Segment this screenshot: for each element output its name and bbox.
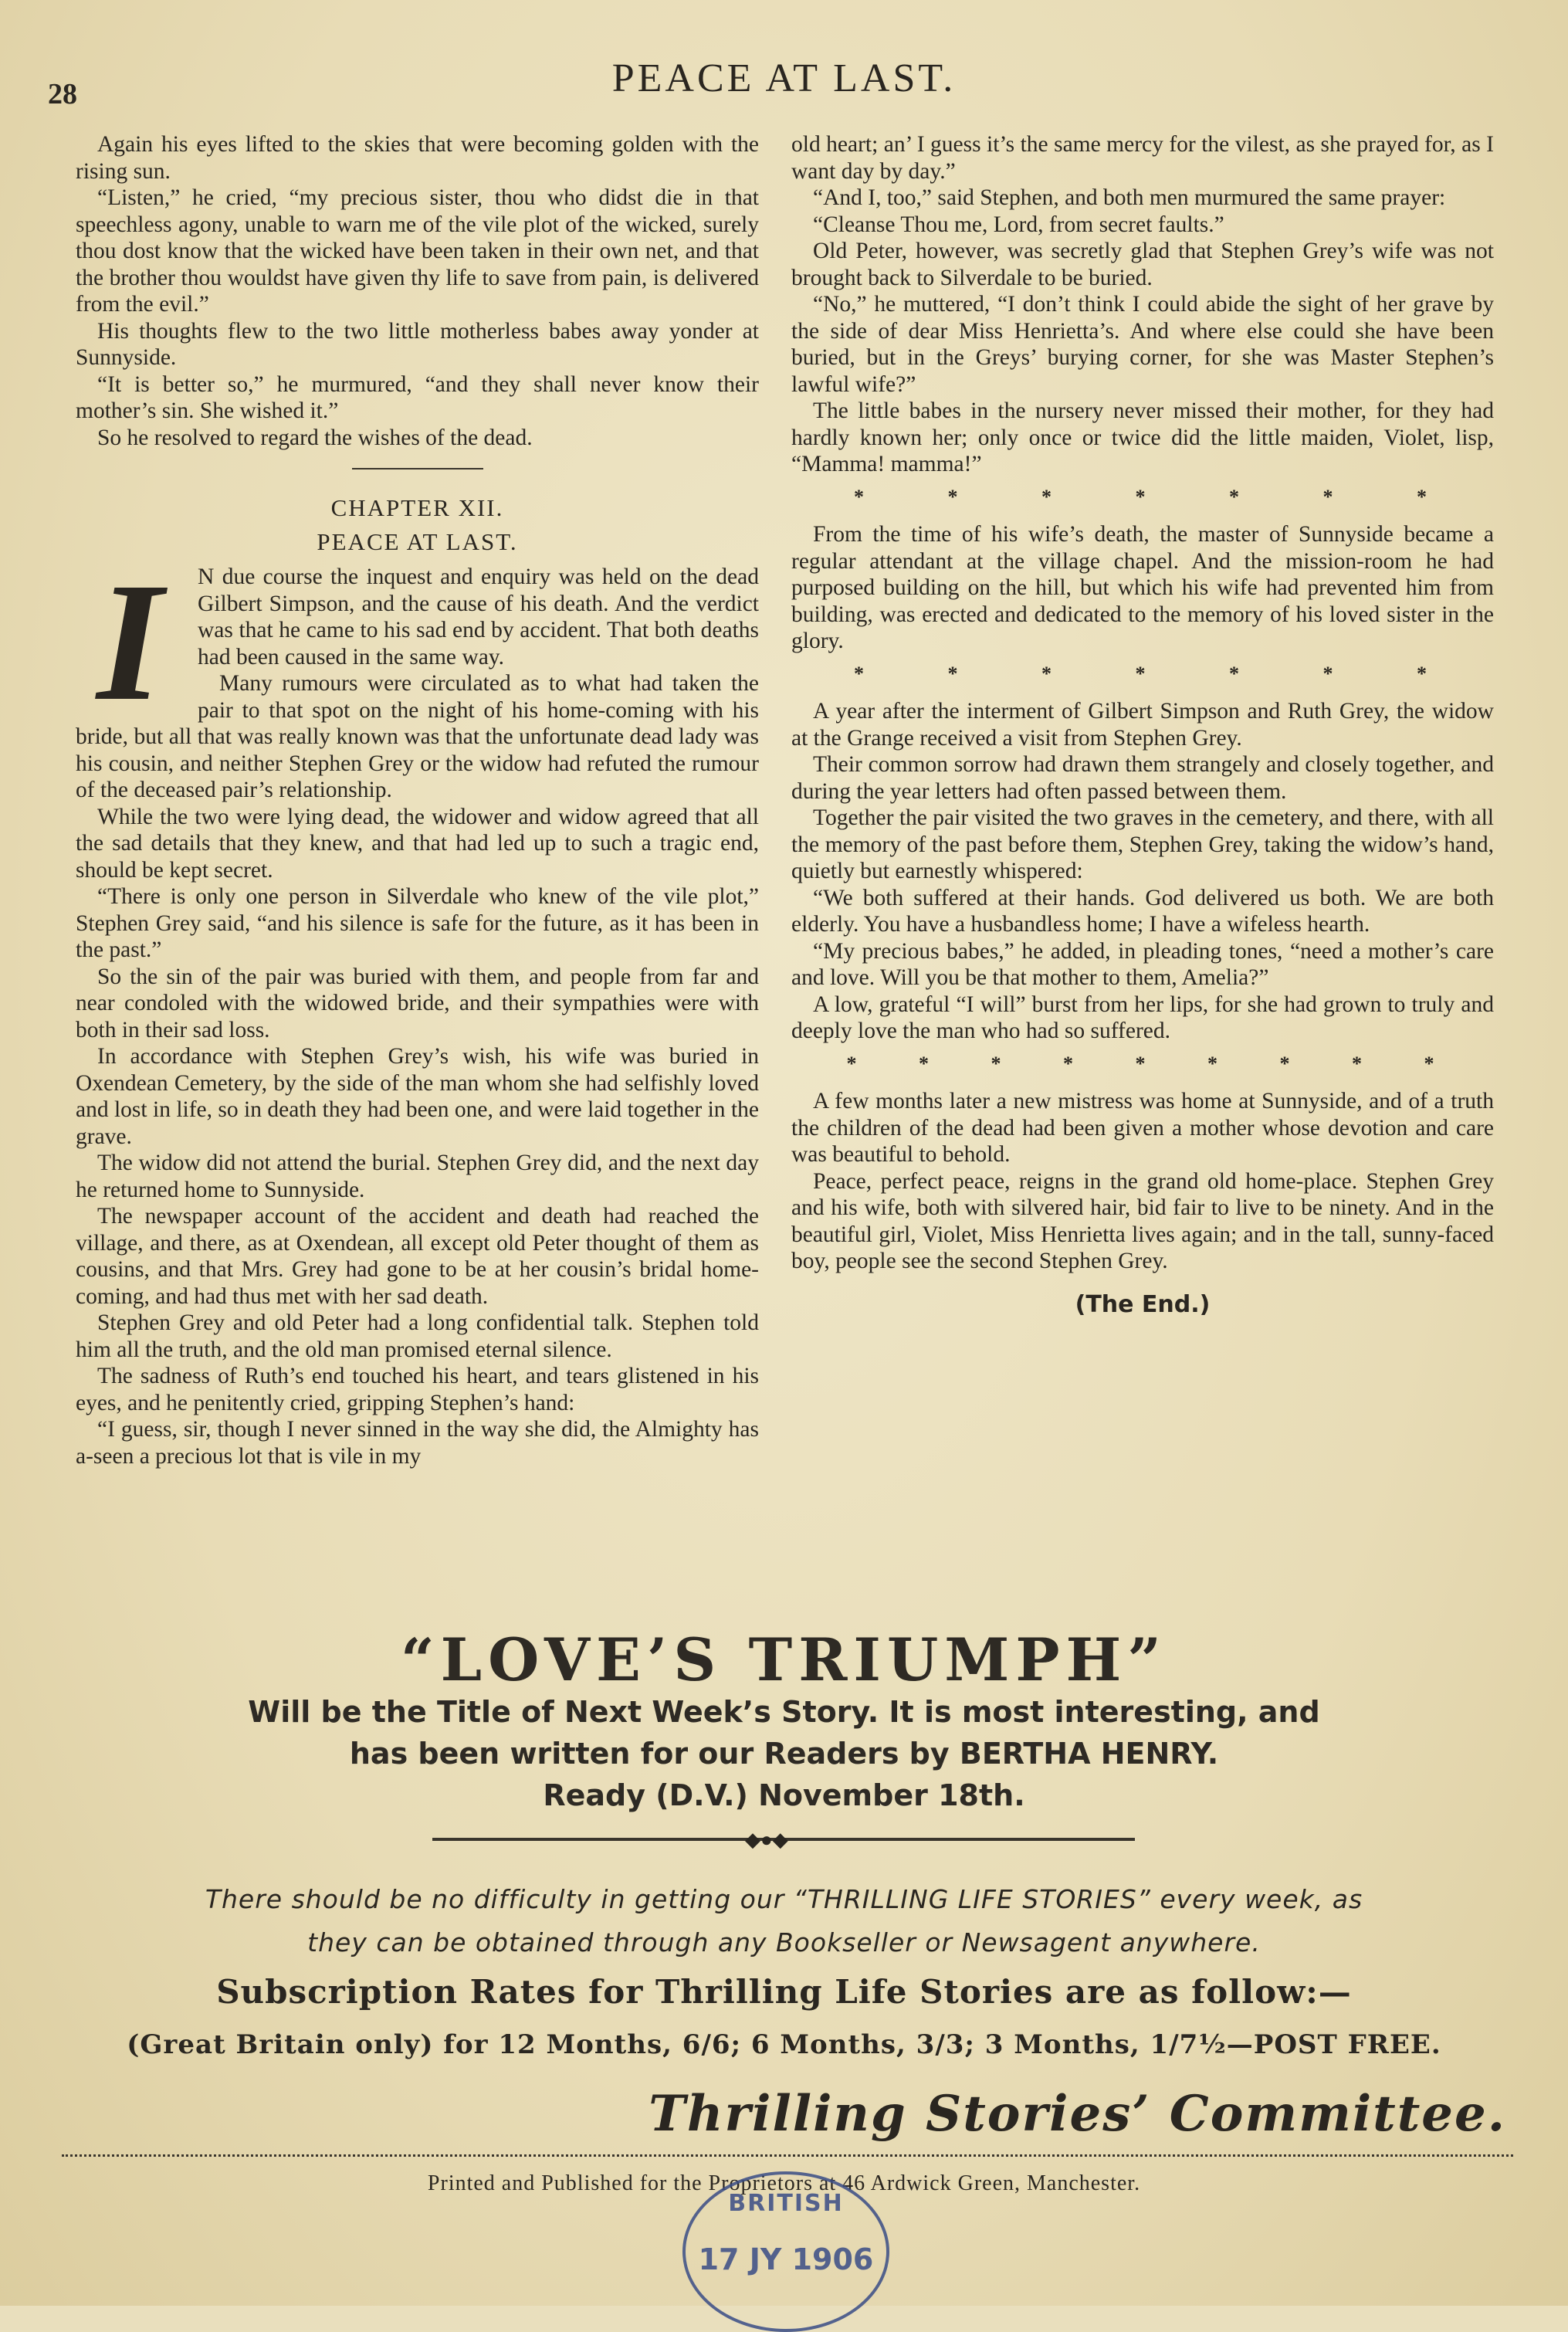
- subscription-heading: Subscription Rates for Thrilling Life Stories are as follow:—: [216, 1973, 1352, 2011]
- next-story-announcement: [0, 1691, 1568, 1816]
- paragraph: The little babes in the nursery never missed their mother, for they had hardly known her; only once or twice did the little maiden, Violet, lisp, “Mamma! mamma!”: [791, 398, 1494, 476]
- footer-rule: [62, 2154, 1513, 2164]
- announcement-line: Ready (D.V.) November 18th.: [543, 1778, 1025, 1812]
- paragraph: Together the pair visited the two graves in the cemetery, and there, with all the memory of the past before them, Stephen Grey, taking the widow’s hand, quietly but earnestly whispered:: [791, 805, 1494, 883]
- paragraph: “And I, too,” said Stephen, and both men murmured the same prayer:: [813, 185, 1446, 210]
- paragraph: Old Peter, however, was secretly glad that Stephen Grey’s wife was not brought back to Silverdale to be buried.: [791, 239, 1494, 290]
- paragraph: Again his eyes lifted to the skies that were becoming golden with the rising sun.: [76, 132, 759, 184]
- notice-line: they can be obtained through any Bookseller or Newsagent anywhere.: [307, 1927, 1261, 1957]
- paragraph: “Listen,” he cried, “my precious sister, thou who didst die in that speechless agony, unable to warn me of the vile plot of the wicked, surely thou dost know that the wicked have been taken in their own net, and that the brother thou wouldst have given thy life to save from pain, is delivered from the evil.”: [76, 185, 759, 317]
- chapter-number: CHAPTER XII.: [330, 494, 504, 521]
- paragraph: Their common sorrow had drawn them strangely and closely together, and during the year letters had often passed between them.: [791, 752, 1494, 804]
- stamp-label: BRITISH: [728, 2190, 844, 2217]
- paragraph: “My precious babes,” he added, in pleading tones, “need a mother’s care and love. Will you be that mother to them, Amelia?”: [791, 938, 1494, 990]
- end-note: (The End.): [1075, 1290, 1211, 1318]
- paragraph: Many rumours were circulated as to what had taken the pair to that spot on the night of his home-coming with his bride, but all that was really known was that the unfortunate dead lady was his cousin, and neither Stephen Grey or the widow had refuted the rumour of the deceased pair’s relationship.: [76, 671, 759, 802]
- paragraph: The newspaper account of the accident and death had reached the village, and there, as at Oxendean, all except old Peter thought of them as cousins, and that Mrs. Grey had gone to be at her cousin’s bridal home-coming, and had thus met with her sad death.: [76, 1204, 759, 1309]
- notice-line: There should be no difficulty in getting our “THRILLING LIFE STORIES” every week, as: [205, 1884, 1363, 1914]
- paragraph: In accordance with Stephen Grey’s wish, his wife was buried in Oxendean Cemetery, by the side of the man whom she had selfishly loved and lost in life, so in death they had been one, and were laid together in the grave.: [76, 1044, 759, 1149]
- paragraph: The sadness of Ruth’s end touched his heart, and tears glistened in his eyes, and he penitently cried, gripping Stephen’s hand:: [76, 1364, 759, 1415]
- paragraph: A year after the interment of Gilbert Simpson and Ruth Grey, the widow at the Grange received a visit from Stephen Grey.: [791, 699, 1494, 751]
- next-story-title: “LOVE’S TRIUMPH”: [400, 1625, 1168, 1694]
- running-title: PEACE AT LAST.: [611, 56, 957, 100]
- left-column: [76, 131, 759, 1469]
- chapter-title: PEACE AT LAST.: [317, 528, 518, 555]
- paragraph: “We both suffered at their hands. God delivered us both. We are both elderly. You have a husbandless home; I have a wifeless hearth.: [791, 885, 1494, 937]
- paragraph: From the time of his wife’s death, the master of Sunnyside became a regular attendant at the village chapel. And the mission-room he had purposed building on the hill, but which his wife had prevented him from building, was erected and dedicated to the memory of his loved sister in the glory.: [791, 522, 1494, 653]
- paragraph: “It is better so,” he murmured, “and they shall never know their mother’s sin. She wished it.”: [76, 371, 759, 423]
- right-column: [791, 131, 1494, 1318]
- announcement-line: has been written for our Readers by BERTHA HENRY.: [349, 1737, 1219, 1771]
- library-stamp: [682, 2171, 889, 2332]
- paragraph: So he resolved to regard the wishes of the dead.: [97, 425, 533, 450]
- section-break-stars: * * * * * * *: [854, 662, 1431, 685]
- paragraph: N due course the inquest and enquiry was held on the dead Gilbert Simpson, and the cause of his death. And the verdict was that he came to his sad end by accident. That both deaths had been caused in the same way.: [198, 564, 759, 669]
- chapter-opening: [76, 547, 759, 804]
- dropcap-letter: I: [97, 547, 163, 736]
- paragraph: “I guess, sir, though I never sinned in the way she did, the Almighty has a-seen a precious lot that is vile in my: [76, 1417, 759, 1469]
- paragraph: While the two were lying dead, the widower and widow agreed that all the sad details that they knew, and that had led up to such a tragic end, should be kept secret.: [76, 804, 759, 883]
- paragraph: A low, grateful “I will” burst from her lips, for she had grown to truly and deeply love the man who had so suffered.: [791, 991, 1494, 1043]
- paragraph: Stephen Grey and old Peter had a long confidential talk. Stephen told him all the truth, and the old man promised eternal silence.: [76, 1310, 759, 1362]
- paragraph: old heart; an’ I guess it’s the same mercy for the vilest, as she prayed for, as I want day by day.”: [791, 132, 1494, 184]
- availability-notice: [0, 1878, 1568, 1964]
- committee-signature: Thrilling Stories’ Committee.: [649, 2085, 1506, 2143]
- paragraph: “No,” he muttered, “I don’t think I could abide the sight of her grave by the side of dear Miss Henrietta’s. And where else could she have been buried, but in the Greys’ burying corner, for she was Master Stephen’s lawful wife?”: [791, 292, 1494, 397]
- paragraph: “There is only one person in Silverdale who knew of the vile plot,” Stephen Grey said, “and his silence is safe for the future, as it has been in the past.”: [76, 884, 759, 962]
- paragraph: A few months later a new mistress was home at Sunnyside, and of a truth the children of the dead had been given a mother whose devotion and care was beautiful to behold.: [791, 1089, 1494, 1167]
- section-break-stars: * * * * * * *: [854, 485, 1431, 508]
- section-break-stars: * * * * * * * * *: [846, 1052, 1439, 1075]
- paragraph: His thoughts flew to the two little motherless babes away yonder at Sunnyside.: [76, 318, 759, 370]
- divider-ornament-icon: ◆●◆: [745, 1829, 788, 1851]
- paragraph: The widow did not attend the burial. Stephen Grey did, and the next day he returned home to Sunnyside.: [76, 1151, 759, 1202]
- paragraph: “Cleanse Thou me, Lord, from secret faults.”: [813, 212, 1224, 237]
- subscription-rates: (Great Britain only) for 12 Months, 6/6; 6 Months, 3/3; 3 Months, 1/7½—POST FREE.: [127, 2029, 1441, 2060]
- stamp-date: 17 JY 1906: [698, 2242, 874, 2276]
- section-rule: [352, 468, 483, 469]
- printer-imprint: Printed and Published for the Proprietors at 46 Ardwick Green, Manchester.: [427, 2171, 1141, 2195]
- paragraph: So the sin of the pair was buried with them, and people from far and near condoled with the widowed bride, and their sympathies were with both in their sad loss.: [76, 964, 759, 1042]
- page-number: 28: [48, 78, 77, 110]
- paragraph: Peace, perfect peace, reigns in the grand old home-place. Stephen Grey and his wife, both with silvered hair, bid fair to live to be ninety. And in the beautiful girl, Violet, Miss Henrietta lives again; and in the tall, sunny-faced boy, people see the second Stephen Grey.: [791, 1168, 1494, 1273]
- announcement-line: Will be the Title of Next Week’s Story. It is most interesting, and: [248, 1695, 1320, 1729]
